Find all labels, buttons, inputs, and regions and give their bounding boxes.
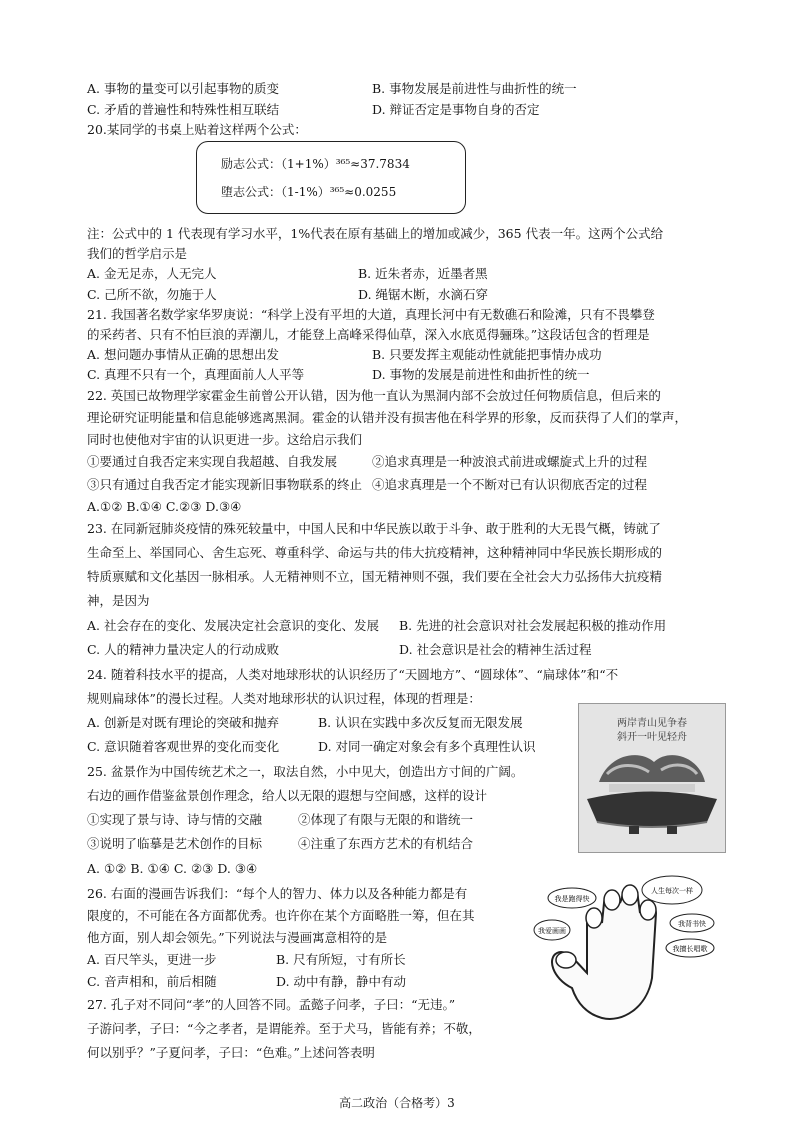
cartoon-bubble-5: 我擅长唱歌 [672,945,708,953]
q23-stem-4: 神，是因为 [87,593,150,608]
q22-statement-4: ④追求真理是一个不断对已有认识彻底否定的过程 [372,477,648,492]
painting-caption-1: 两岸青山见争春 [617,718,687,729]
q23-option-c: C. 人的精神力量决定人的行动成败 [87,642,280,657]
q24-option-a: A. 创新是对既有理论的突破和抛弃 [87,715,279,730]
q25-stem-1: 25. 盆景作为中国传统艺术之一，取法自然，小中见大，创造出方寸间的广阔。 [87,764,524,779]
q20-option-b: B. 近朱者赤，近墨者黑 [358,266,488,281]
q21-option-a: A. 想问题办事情从正确的思想出发 [87,347,279,362]
q26-option-c: C. 音声相和，前后相随 [87,974,217,989]
q20-note-2: 我们的哲学启示是 [87,246,188,261]
formula-motivation: 励志公式：（1+1%）³⁶⁵≈37.7834 [221,157,410,171]
page-footer: 高二政治（合格考）3 [339,1096,455,1110]
q22-statement-1: ①要通过自我否定来实现自我超越、自我发展 [87,454,338,469]
q25-stem-2: 右边的画作借鉴盆景创作理念，给人以无限的遐想与空间感，这样的设计 [87,788,488,803]
q21-option-d: D. 事物的发展是前进性和曲折性的统一 [372,367,590,382]
q26-stem-1: 26. 右面的漫画告诉我们：“每个人的智力、体力以及各种能力都是有 [87,886,468,901]
bonsai-painting-image [578,703,726,853]
q25-statement-4: ④注重了东西方艺术的有机结合 [298,836,474,851]
q22-stem-1: 22. 英国已故物理学家霍金生前曾公开认错，因为他一直认为黑洞内部不会放过任何物质信息，但后来的 [87,388,661,403]
q20-note-1: 注：公式中的 1 代表现有学习水平，1%代表在原有基础上的增加或减少，365 代表一年。这两个公式给 [87,226,664,241]
q20-option-c: C. 己所不欲，勿施于人 [87,287,217,302]
q23-stem-1: 23. 在同新冠肺炎疫情的殊死较量中，中国人民和中华民族以敢于斗争、敢于胜利的大无畏气概，铸就了 [87,521,661,536]
q22-stem-3: 同时也使他对宇宙的认识更进一步。这给启示我们 [87,432,363,447]
q19-option-a: A. 事物的量变可以引起事物的质变 [87,81,279,96]
q25-statement-2: ②体现了有限与无限的和谐统一 [298,812,474,827]
q24-stem-1: 24. 随着科技水平的提高，人类对地球形状的认识经历了“天圆地方”、“圆球体”、“扁球体”和“不 [87,667,619,682]
painting-caption-2: 斜开一叶见轻舟 [617,732,687,743]
q26-stem-2: 限度的，不可能在各方面都优秀。也许你在某个方面略胜一筹，但在其 [87,908,475,923]
q21-stem-1: 21. 我国著名数学家华罗庚说：“科学上没有平坦的大道，真理长河中有无数礁石和险滩，只有不畏攀登 [87,307,655,322]
cartoon-bubble-1: 我是跑得快 [554,895,590,903]
hand-cartoon-image [532,868,722,1035]
cartoon-bubble-2: 我爱画画 [538,927,566,935]
q25-statement-3: ③说明了临摹是艺术创作的目标 [87,836,263,851]
q24-option-c: C. 意识随着客观世界的变化而变化 [87,739,280,754]
q23-option-d: D. 社会意识是社会的精神生活过程 [399,642,592,657]
q22-statement-3: ③只有通过自我否定才能实现新旧事物联系的终止 [87,477,363,492]
q27-stem-1: 27. 孔子对不同问“孝”的人回答不同。孟懿子问孝，子曰：“无违。” [87,997,456,1012]
q24-option-b: B. 认识在实践中多次反复而无限发展 [318,715,523,730]
q27-stem-3: 何以别乎？”子夏问孝，子曰：“色难。”上述问答表明 [87,1045,375,1060]
q25-options: A. ①② B. ①④ C. ②③ D. ③④ [87,861,258,876]
q22-options: A.①② B.①④ C.②③ D.③④ [87,499,242,514]
q19-option-b: B. 事物发展是前进性与曲折性的统一 [372,81,577,96]
q19-option-c: C. 矛盾的普遍性和特殊性相互联结 [87,102,280,117]
q26-stem-3: 他方面，别人却会领先。”下列说法与漫画寓意相符的是 [87,930,388,945]
q21-option-c: C. 真理不只有一个，真理面前人人平等 [87,367,305,382]
q25-statement-1: ①实现了景与诗、诗与情的交融 [87,812,263,827]
q24-option-d: D. 对同一确定对象会有多个真理性认识 [318,739,536,754]
q20-stem: 20.某同学的书桌上贴着这样两个公式： [87,122,307,137]
q19-option-d: D. 辩证否定是事物自身的否定 [372,102,540,117]
q27-stem-2: 子游问孝，子曰：“今之孝者，是谓能养。至于犬马，皆能有养；不敬， [87,1021,481,1036]
formula-decline: 堕志公式：（1-1%）³⁶⁵≈0.0255 [221,185,397,199]
cartoon-bubble-4: 我背书快 [678,920,706,928]
q23-stem-3: 特质禀赋和文化基因一脉相承。人无精神则不立，国无精神则不强，我们要在全社会大力弘扬伟大抗疫精 [87,569,663,584]
q26-option-d: D. 动中有静，静中有动 [276,974,407,989]
q26-option-b: B. 尺有所短，寸有所长 [276,952,406,967]
q20-option-d: D. 绳锯木断，水滴石穿 [358,287,489,302]
cartoon-bubble-3: 人生每次一样 [651,887,693,895]
q24-stem-2: 规则扁球体”的漫长过程。人类对地球形状的认识过程，体现的哲理是： [87,691,481,706]
q23-option-b: B. 先进的社会意识对社会发展起积极的推动作用 [399,618,667,633]
formula-box [196,141,466,214]
q22-stem-2: 理论研究证明能量和信息能够逃离黑洞。霍金的认错并没有损害他在科学界的形象，反而获得了人们的掌声， [87,410,688,425]
q26-option-a: A. 百尺竿头，更进一步 [87,952,217,967]
q21-stem-2: 的采药者、只有不怕巨浪的弄潮儿，才能登上高峰采得仙草，深入水底觅得骊珠。”这段话包含的哲理是 [87,327,650,342]
q20-option-a: A. 金无足赤，人无完人 [87,266,217,281]
q23-stem-2: 生命至上、举国同心、舍生忘死、尊重科学、命运与共的伟大抗疫精神，这种精神同中华民族长期形成的 [87,545,663,560]
q21-option-b: B. 只要发挥主观能动性就能把事情办成功 [372,347,602,362]
q23-option-a: A. 社会存在的变化、发展决定社会意识的变化、发展 [87,618,379,633]
q22-statement-2: ②追求真理是一种波浪式前进或螺旋式上升的过程 [372,454,648,469]
